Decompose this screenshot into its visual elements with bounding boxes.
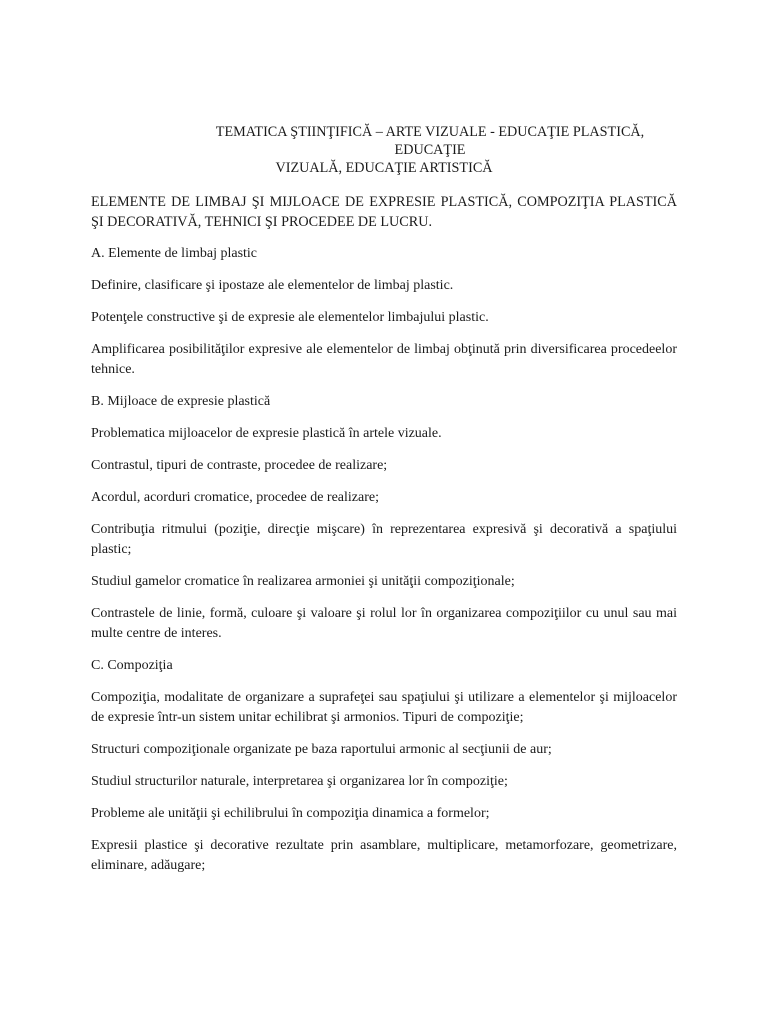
section-a-item: Potenţele constructive şi de expresie ale elementelor limbajului plastic. — [91, 310, 489, 325]
section-c-item: Studiul structurilor naturale, interpretarea şi organizarea lor în compoziţie; — [91, 774, 508, 789]
section-c-heading: C. Compoziţia — [91, 658, 173, 673]
section-c-item: Structuri compoziţionale organizate pe baza raportului armonic al secţiunii de aur; — [91, 742, 552, 757]
section-a-heading: A. Elemente de limbaj plastic — [91, 246, 258, 261]
section-b-heading: B. Mijloace de expresie plastică — [91, 394, 271, 409]
section-b-item: Contribuţia ritmului (poziţie, direcţie mişcare) în reprezentarea expresivă şi decorativă a spaţiului plastic; — [91, 522, 677, 557]
section-c-item: Compoziţia, modalitate de organizare a suprafeţei sau spaţiului şi utilizare a elementelor şi mijloacelor de expresie într-un sistem unitar echilibrat şi armonios. Tipuri de compoziţie; — [91, 690, 677, 725]
section-c-item: Expresii plastice şi decorative rezultate prin asamblare, multiplicare, metamorfozare, geometrizare, eliminare, adăugare; — [91, 838, 677, 873]
document-subtitle: ELEMENTE DE LIMBAJ ŞI MIJLOACE DE EXPRESIE PLASTICĂ, COMPOZIŢIA PLASTICĂ ŞI DECORATIVĂ, TEHNICI ŞI PROCEDEE DE LUCRU. — [91, 194, 677, 230]
section-b-item: Contrastul, tipuri de contraste, procedee de realizare; — [91, 458, 388, 473]
section-b-item: Studiul gamelor cromatice în realizarea armoniei şi unităţii compoziţionale; — [91, 574, 515, 589]
section-a-item: Amplificarea posibilităţilor expresive ale elementelor de limbaj obţinută prin diversificarea procedeelor tehnice. — [91, 342, 677, 377]
section-c-item: Probleme ale unităţii şi echilibrului în compoziţia dinamica a formelor; — [91, 806, 490, 821]
section-b-item: Acordul, acorduri cromatice, procedee de realizare; — [91, 490, 379, 505]
document-content — [91, 123, 677, 888]
section-a-item: Definire, clasificare şi ipostaze ale elementelor de limbaj plastic. — [91, 278, 454, 293]
document-title — [91, 123, 677, 177]
section-b-item: Contrastele de linie, formă, culoare şi valoare şi rolul lor în organizarea compoziţiilor cu unul sau mai multe centre de interes. — [91, 606, 677, 641]
document-title-line2: VIZUALĂ, EDUCAŢIE ARTISTICĂ — [275, 160, 493, 176]
section-b-item: Problematica mijloacelor de expresie plastică în artele vizuale. — [91, 426, 442, 441]
document-title-line1: TEMATICA ŞTIINŢIFICĂ – ARTE VIZUALE - EDUCAŢIE PLASTICĂ, EDUCAŢIE — [215, 124, 645, 158]
